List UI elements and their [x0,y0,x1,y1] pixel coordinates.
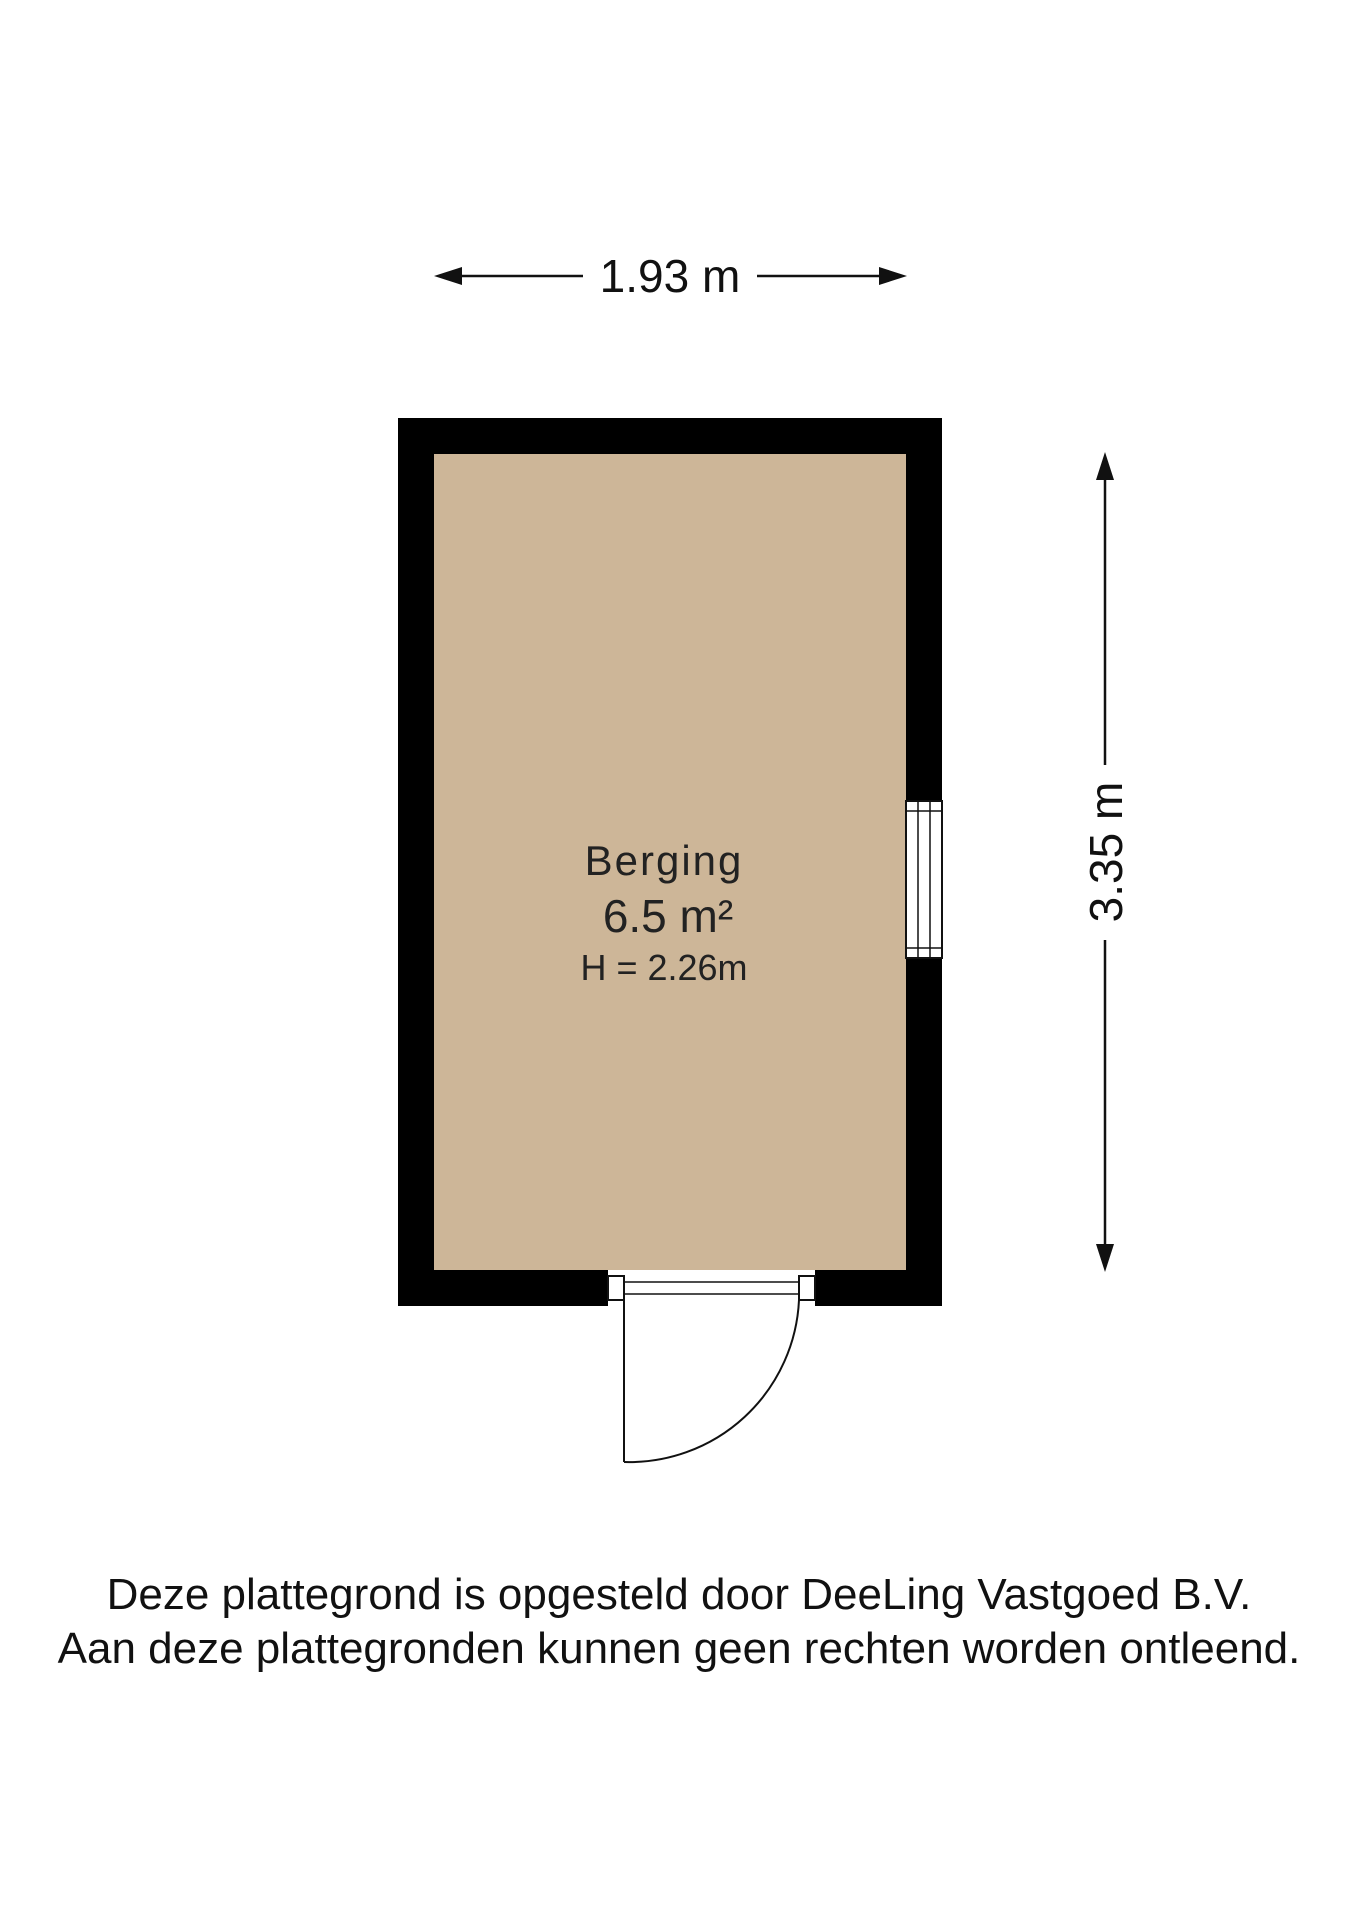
door-opening [608,1270,815,1306]
depth-arrow-top-icon [1096,452,1114,480]
depth-arrow-bottom-icon [1096,1244,1114,1272]
door-swing-arc [624,1300,799,1462]
room-height: H = 2.26m [580,947,748,988]
window-frame [906,801,942,958]
room-name: Berging [584,837,744,884]
wall-right-upper [906,418,942,801]
door [608,1270,815,1462]
depth-dimension [1080,452,1132,1272]
wall-bottom-left [398,1270,608,1306]
width-arrow-left-icon [434,267,462,285]
door-jamb-right [799,1276,815,1300]
disclaimer-line-1: Deze plattegrond is opgesteld door DeeLing Vastgoed B.V. [106,1570,1252,1619]
window [906,801,942,958]
wall-bottom-right [815,1270,942,1306]
width-arrow-right-icon [879,267,907,285]
room-area: 6.5 m² [602,890,734,942]
door-jamb-left [608,1276,624,1300]
width-dimension-label: 1.93 m [599,250,741,302]
disclaimer-line-2: Aan deze plattegronden kunnen geen rechten worden ontleend. [57,1624,1301,1673]
room-label [580,837,747,988]
wall-top [398,418,942,454]
wall-right-lower [906,958,942,1306]
depth-dimension-label: 3.35 m [1080,781,1132,923]
wall-left [398,418,434,1306]
width-dimension [434,250,907,302]
